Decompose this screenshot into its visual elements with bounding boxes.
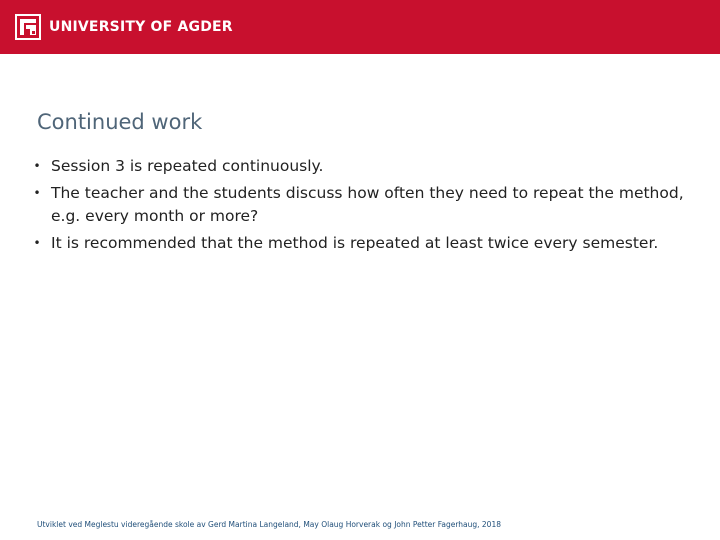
footer-credit: Utviklet ved Meglestu videregående skole av Gerd Martina Langeland, May Olaug Horverak og John Petter Fagerhaug, 2018 [37,520,501,529]
bullet-text: It is recommended that the method is repeated at least twice every semester. [51,234,659,252]
header-bar [0,0,720,54]
university-logo[interactable] [15,14,233,40]
bullet-text: The teacher and the students discuss how often they need to repeat the method, e.g. every month or more? [51,184,684,225]
bullet-item-recommendation [32,232,692,255]
bullet-item-session-3 [32,155,692,178]
bullet-text: Session 3 is repeated continuously. [51,157,324,175]
university-name: UNIVERSITY OF AGDER [49,19,233,35]
bullet-dot-icon: • [33,186,41,200]
bullet-dot-icon: • [33,159,41,173]
university-logo-icon [15,14,41,40]
bullet-list [32,155,692,259]
slide-title: Continued work [37,110,203,134]
bullet-item-repeat-frequency [32,182,692,228]
bullet-dot-icon: • [33,236,41,250]
